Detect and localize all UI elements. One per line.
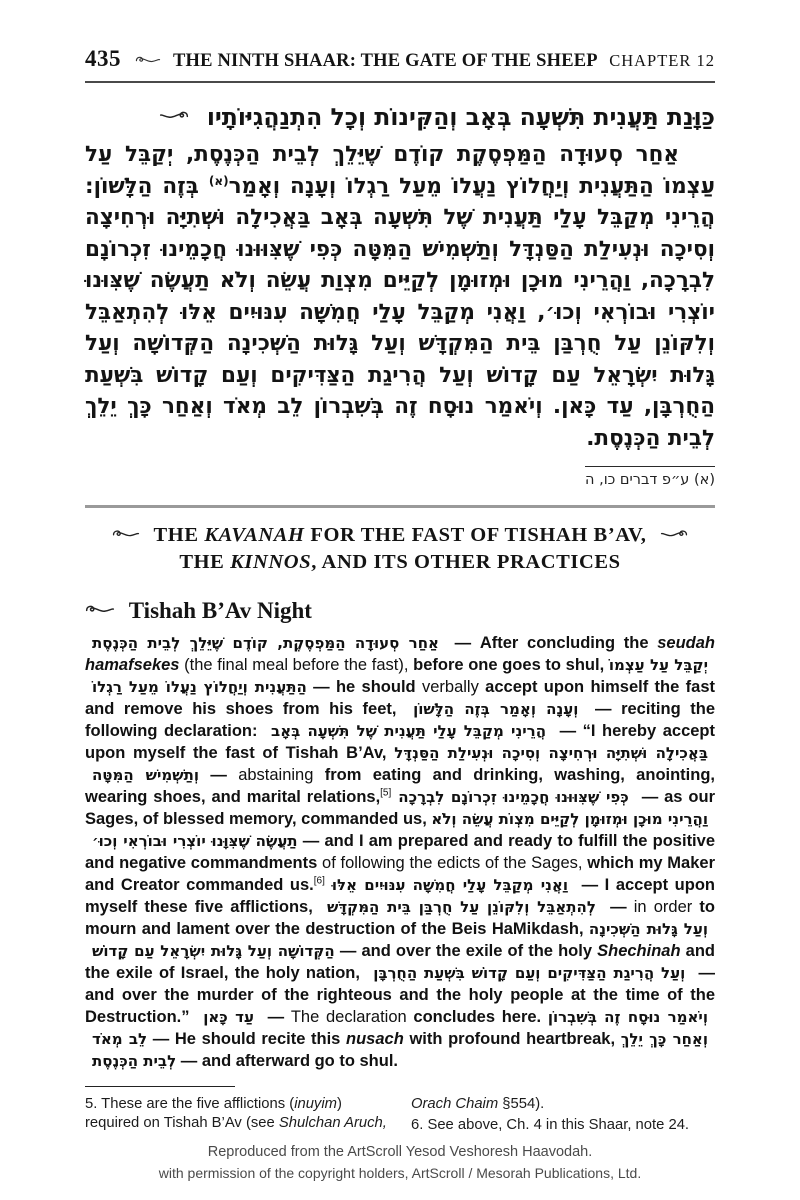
swirl-ornament-icon xyxy=(85,595,121,620)
hebrew-heading-text: כַּוָּנַת תַּעֲנִית תִּשְׁעָה בְּאָב וְהַקִּינוֹת וְכָל הִתְנַהֲגִיּוֹתָיו xyxy=(206,103,715,131)
footnote-5: 5. These are the five afflictions (inuyim) required on Tishah B’Av (see Shulchan Aruch, Orach Chaim §554). xyxy=(85,1095,545,1131)
section-divider-rule xyxy=(85,505,715,508)
running-head xyxy=(85,46,715,83)
chapter-label: CHAPTER 12 xyxy=(609,51,715,70)
swirl-ornament-icon xyxy=(112,522,146,544)
credit-line-1: Reproduced from the ArtScroll Yesod Veshoresh Haavodah. xyxy=(207,1144,593,1160)
page-number: 435 xyxy=(85,46,121,71)
footnotes-block xyxy=(85,1095,715,1136)
section-title-line1 xyxy=(85,522,715,549)
swirl-ornament-icon xyxy=(655,522,689,544)
swirl-ornament-icon xyxy=(159,100,189,128)
section-title-text-line1: THE KAVANAH FOR THE FAST OF TISHAH B’AV, xyxy=(153,523,647,546)
section-title xyxy=(85,522,715,576)
subsection-heading xyxy=(85,598,715,624)
footnote-separator-rule xyxy=(85,1086,235,1087)
credit-line-2: with permission of the copyright holders, ArtScroll / Mesorah Publications, Ltd. xyxy=(158,1165,642,1181)
hebrew-source-note xyxy=(85,466,715,489)
hebrew-section-heading xyxy=(85,99,715,135)
section-title-line2: THE KINNOS, AND ITS OTHER PRACTICES xyxy=(179,550,621,573)
footnote-6: 6. See above, Ch. 4 in this Shaar, note 24. xyxy=(411,1117,690,1133)
hebrew-footnote-ref: (א) xyxy=(208,173,229,188)
subsection-title-text: Tishah B’Av Night xyxy=(128,597,312,623)
commentary-paragraph: אַחַר סְעוּדָה הַמַּפְסֶקֶת, קוֹדֶם שֶׁיֵּלֵךְ לְבֵית הַכְּנֶסֶת — After concluding the seudah hamafsekes (the final meal before the fast), before one goes to shul, יְקַבֵּל עַל עַצְמוֹ הַתַּעֲנִית וְיַחֲלוֹץ נַעֲלוֹ מֵעַל רַגְלוֹ — he should verbally accept upon himself the fast and remove his shoes from his feet, וְעָנָה וְאָמַר בְּזֶה הַלָּשׁוֹן — reciting the following declaration: הֲרֵינִי מְקַבֵּל עָלַי תַּעֲנִית שֶׁל תִּשְׁעָה בְּאָב — “I hereby accept upon myself the fast of Tishah B’Av, בַּאֲכִילָה וּשְׁתִיָּה וּרְחִיצָה וְסִיכָה וּנְעִילַת הַסַּנְדָּל וְתַשְׁמִישׁ הַמִּטָּה — abstaining from eating and drinking, washing, anointing, wearing shoes, and marital relations,[5] כְּפִי שֶׁצִּוּוּנוּ חֲכָמֵינוּ זִכְרוֹנָם לִבְרָכָה — as our Sages, of blessed memory, commanded us, וַהֲרֵינִי מוּכָן וּמְזוּמָן לְקַיֵּים מִצְוֹת עֲשֵׂה וְלֹא תַעֲשֶׂה שֶׁצִּוָּנוּ יוֹצְרִי וּבוֹרְאִי וְכוּ׳ — and I am prepared and ready to fulfill the positive and negative commandments of following the edicts of the Sages, which my Maker and Creator commanded us.[6] וַאֲנִי מְקַבֵּל עָלַי חֲמִשָּׁה עִנּוּיִים אֵלּוּ — I accept upon myself these five afflictions, לְהִתְאַבֵּל וְלִקּוֹנֵן עַל חֻרְבַּן בֵּית הַמִּקְדָּשׁ — in order to mourn and lament over the destruction of the Beis HaMikdash, וְעַל גָּלוּת הַשְּׁכִינָה הַקְּדוֹשָׁה וְעַל גָּלוּת יִשְׂרָאֵל עַם קָדוֹשׁ — and over the exile of the holy Shechinah and the exile of Israel, the holy nation, וְעַל הֲרִיגַת הַצַּדִּיקִים וְעַם קָדוֹשׁ בִּשְׁעַת הַחֻרְבָּן — and over the murder of the righteous and the holy people at the time of the Destruction.” עַד כָּאן — The declaration concludes here. וְיֹאמַר נוּסָח זֶה בְּשִׁבְרוֹן לֵב מְאֹד — He should recite this nusach with profound heartbreak, וְאַחַר כָּךְ יֵלֵךְ לְבֵית הַכְּנֶסֶת — and afterward go to shul. xyxy=(85,633,716,1070)
running-title: THE NINTH SHAAR: THE GATE OF THE SHEEP xyxy=(173,51,598,71)
reproduction-credit xyxy=(0,1142,800,1184)
hebrew-source-note-text: (א) ע״פ דברים כו, ה xyxy=(585,466,715,488)
swirl-ornament-icon xyxy=(135,51,161,69)
hebrew-body-rest: בְּזֶה הַלָּשׁוֹן: הֲרֵינִי מְקַבֵּל עָלַי תַּעֲנִית שֶׁל תִּשְׁעָה בְּאָב בַּאֲכִילָה וּשְׁתִיָּה וּרְחִיצָה וְסִיכָה וּנְעִילַת הַסַּנְדָּל וְתַשְׁמִישׁ הַמִּטָּה כְּפִי שֶׁצִּוּוּנוּ חֲכָמֵינוּ זִכְרוֹנָם לִבְרָכָה, וַהֲרֵינִי מוּכָן וּמְזוּמָן לְקַיֵּים מִצְוַת עֲשֵׂה וְלֹא תַעֲשֶׂה שֶׁצִּוּנוּ יוֹצְרִי וּבוֹרְאִי וְכוּ׳, וַאֲנִי מְקַבֵּל עָלַי חֲמִשָּׁה עִנּוּיִים אֵלּוּ לְהִתְאַבֵּל וְלִקּוֹנֵן עַל חֻרְבַּן בֵּית הַמִּקְדָּשׁ וְעַל גָּלוּת הַשְּׁכִינָה הַקְּדוֹשָׁה וְעַל גָּלוּת יִשְׂרָאֵל עַם קָדוֹשׁ וְעַל הֲרִיגַת הַצַּדִּיקִים וְעַם קָדוֹשׁ בִּשְׁעַת הַחֻרְבָּן, עַד כָּאן. וְיֹאמַר נוּסָח זֶה בְּשִׁבְרוֹן לֵב מְאֹד וְאַחַר כָּךְ יֵלֵךְ לְבֵית הַכְּנֶסֶת. xyxy=(85,173,715,451)
hebrew-body-start: אַחַר סְעוּדָה הַמַּפְסֶקֶת קוֹדֶם שֶׁיֵּלֵךְ לְבֵית הַכְּנֶסֶת, יְקַבֵּל עַל עַצְמוֹ הַתַּעֲנִית וְיַחֲלוֹץ נַעֲלוֹ מֵעַל רַגְלוֹ וְעָנָה וְאָמַר xyxy=(85,142,715,199)
hebrew-source-paragraph xyxy=(85,139,715,454)
